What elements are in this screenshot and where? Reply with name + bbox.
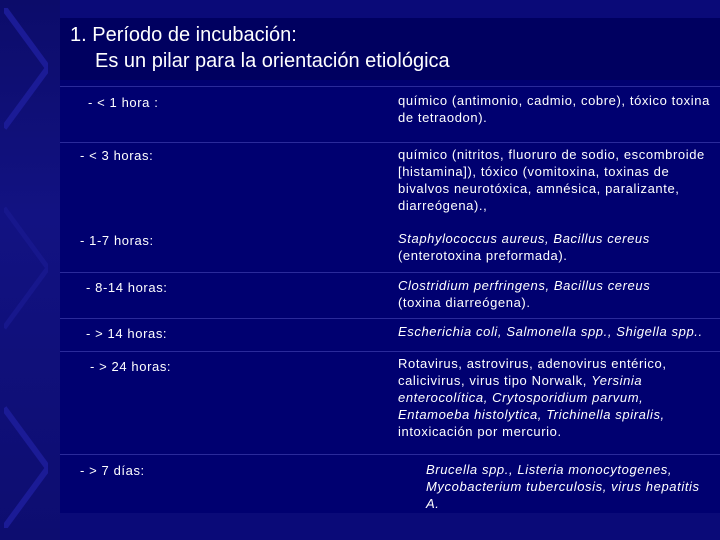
row-divider bbox=[60, 318, 720, 319]
etiology bbox=[398, 230, 714, 264]
incubation-time: - 1-7 horas: bbox=[80, 233, 154, 248]
row-divider bbox=[60, 454, 720, 455]
row-divider bbox=[60, 142, 720, 143]
row-divider bbox=[60, 272, 720, 273]
row-divider bbox=[60, 351, 720, 352]
etiology-organisms: Yersinia enterocolítica, Crytosporidium parvum, Entamoeba histolytica, Trichinella spiralis, bbox=[398, 373, 665, 422]
etiology-note: (enterotoxina preformada). bbox=[398, 248, 568, 263]
incubation-time: - > 24 horas: bbox=[90, 359, 172, 374]
etiology-note: intoxicación por mercurio. bbox=[398, 424, 562, 439]
decorative-pattern bbox=[4, 8, 48, 528]
incubation-time: - < 1 hora : bbox=[88, 95, 159, 110]
slide-title bbox=[70, 22, 450, 74]
etiology bbox=[398, 277, 714, 311]
title-block bbox=[60, 18, 720, 80]
etiology bbox=[398, 355, 714, 440]
background-bottom-strip bbox=[60, 513, 720, 540]
etiology: químico (nitritos, fluoruro de sodio, escombroide [histamina]), tóxico (vomitoxina, toxinas de bivalvos neurotóxica, amnésica, paralizante, diarreógena)., bbox=[398, 147, 705, 213]
etiology: Escherichia coli, Salmonella spp., Shigella spp.. bbox=[398, 324, 703, 339]
etiology-viruses: Rotavirus, astrovirus, adenovirus entérico, calicivirus, virus tipo Norwalk, bbox=[398, 356, 667, 388]
etiology-organisms: Clostridium perfringens, Bacillus cereus bbox=[398, 278, 651, 293]
incubation-time: - < 3 horas: bbox=[80, 148, 154, 163]
title-line-2: Es un pilar para la orientación etiológica bbox=[95, 50, 450, 72]
etiology: químico (antimonio, cadmio, cobre), tóxico toxina de tetraodon). bbox=[398, 93, 710, 125]
incubation-time: - > 7 días: bbox=[80, 463, 145, 478]
incubation-time: - > 14 horas: bbox=[86, 326, 168, 341]
incubation-time: - 8-14 horas: bbox=[86, 280, 168, 295]
title-line-1: 1. Período de incubación: bbox=[70, 24, 297, 46]
etiology: Brucella spp., Listeria monocytogenes, Mycobacterium tuberculosis, virus hepatitis A. bbox=[426, 462, 700, 511]
etiology-organisms: Staphylococcus aureus, Bacillus cereus bbox=[398, 231, 650, 246]
content-panel bbox=[60, 18, 720, 513]
etiology-note: (toxina diarreógena). bbox=[398, 295, 531, 310]
row-divider bbox=[60, 86, 720, 87]
